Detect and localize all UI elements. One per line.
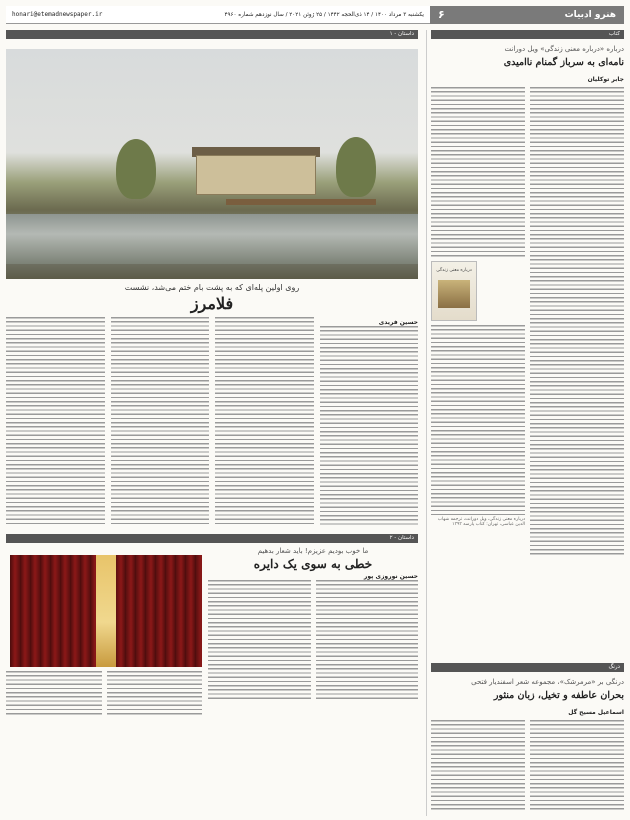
article-kicker: درباره «درباره معنی زندگی» ویل دورانت [504,45,624,53]
theater-curtain-photo [10,555,202,667]
header-meta [6,6,430,24]
story2-headline: خطی به سوی یک دایره [253,557,373,571]
story1-tag: داستان - ۱ [6,30,418,39]
review-body [431,720,624,810]
review-author: اسماعیل مسیح گل [568,709,624,716]
story2-author: حسین نوروزی پور [363,573,418,580]
story1-caption: روی اولین پله‌ای که به پشت بام ختم می‌شد، نشست [124,283,300,292]
review-headline: بحران عاطفه و تخیل، زبان منثور [493,690,624,701]
left-area [6,30,418,816]
story1-body [6,317,418,526]
story2-tag: داستان - ۲ [6,534,418,543]
book-cover-title: درباره معنی زندگی [436,268,472,273]
story1-title: فلامرز [190,294,234,313]
review-section-tag: درنگ [431,663,624,672]
section-label-box [430,6,624,24]
page-number: ۶ [438,8,445,21]
page-header [6,6,624,24]
article-body [431,87,624,557]
book-cover-image [431,261,477,321]
wetland-house-photo [6,49,418,279]
right-column [426,30,624,816]
header-dateline: یکشنبه ۳ مرداد ۱۴۰۰ / ۱۴ ذی‌الحجه ۱۴۴۲ / ۲۵ ژوئن ۲۰۲۱ / سال نوزدهم شماره ۴۹۶۰ [224,12,424,18]
story2-block [6,547,418,715]
story2-kicker: ما خوب بودیم عزیزم! باید شعار بدهیم [257,547,369,555]
book-section-tag: کتاب [431,30,624,39]
review-kicker: درنگی بر «مرمرشک»، مجموعه شعر اسفندیار فتحی [471,678,624,686]
article-text-column [530,87,624,557]
article-author: جابر توکلیان [587,76,624,83]
section-name: هنرو ادبیات [564,10,616,20]
header-email: honari@etemadnewspaper.ir [12,11,103,18]
book-credit: درباره معنی زندگی، ویل دورانت، ترجمه شهاب الدین عباسی، تهران: کتاب پارسه ۱۳۹۳ [437,517,525,527]
story1-author: حسین فریدی [378,319,418,326]
article-headline: نامه‌ای به سرباز گمنام ناامیدی [503,57,624,68]
article-text-column [431,87,525,557]
